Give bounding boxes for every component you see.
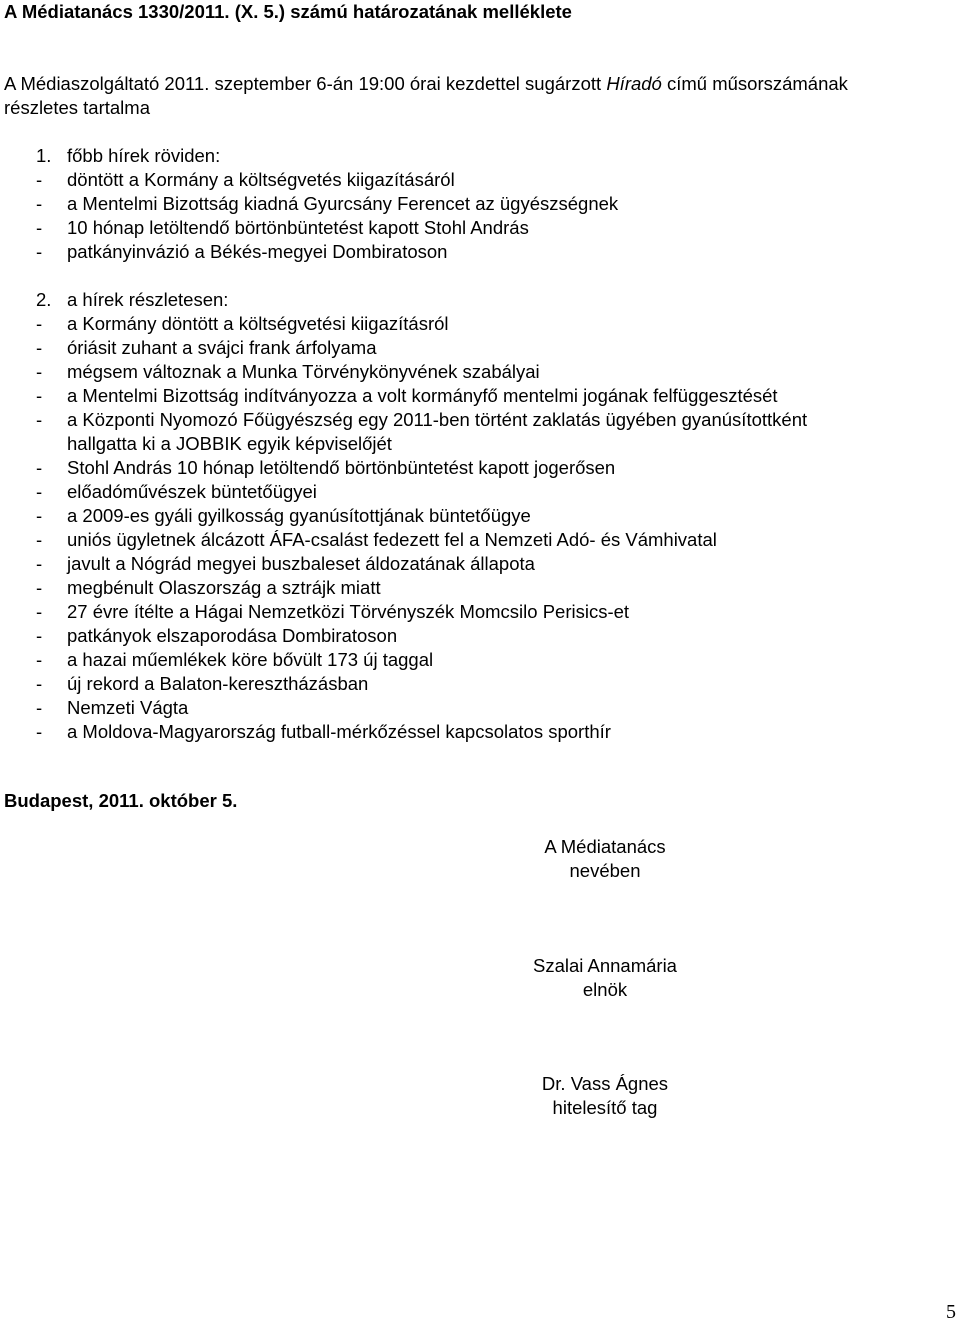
list-item-text: új rekord a Balaton-keresztházásban — [67, 673, 369, 694]
list-item — [36, 696, 936, 720]
intro-text-before: A Médiaszolgáltató 2011. szeptember 6-án 19:00 órai kezdettel sugárzott — [4, 73, 607, 94]
list-dash: - — [36, 505, 43, 526]
list-item-text: a Moldova-Magyarország futball-mérkőzéssel kapcsolatos sporthír — [67, 721, 611, 742]
list-item — [36, 456, 936, 480]
list-dash: - — [36, 673, 43, 694]
signer-role: elnök — [582, 979, 628, 1000]
list-item-text: Nemzeti Vágta — [67, 697, 189, 718]
list-dash: - — [36, 697, 43, 718]
list-item-text: Stohl András 10 hónap letöltendő börtönbüntetést kapott jogerősen — [67, 457, 616, 478]
list-item-text: a Központi Nyomozó Főügyészség egy 2011-ben történt zaklatás ügyében gyanúsítottként — [67, 409, 808, 430]
list-item-text: a Mentelmi Bizottság kiadná Gyurcsány Ferencet az ügyészségnek — [67, 193, 619, 214]
list-dash: - — [36, 577, 43, 598]
list-item-text: a hazai műemlékek köre bővült 173 új taggal — [67, 649, 434, 670]
section-short-news — [36, 144, 936, 264]
signature-block-chair — [450, 954, 760, 1002]
list-item — [36, 600, 936, 624]
list-item — [36, 720, 936, 744]
section-heading — [36, 144, 936, 168]
intro-paragraph — [4, 72, 954, 120]
section-heading — [36, 288, 936, 312]
list-item — [36, 360, 936, 384]
list-item-text: mégsem változnak a Munka Törvénykönyvének szabályai — [67, 361, 540, 382]
list-item — [36, 216, 936, 240]
section-heading-text: főbb hírek röviden: — [67, 145, 221, 166]
list-item-text: óriásit zuhant a svájci frank árfolyama — [67, 337, 377, 358]
intro-line-2: részletes tartalma — [4, 97, 150, 118]
list-item-text: 27 évre ítélte a Hágai Nemzetközi Törvényszék Momcsilo Perisics-et — [67, 601, 630, 622]
list-dash: - — [36, 217, 43, 238]
list-item — [36, 672, 936, 696]
list-item-text: a 2009-es gyáli gyilkosság gyanúsítottjának büntetőügye — [67, 505, 531, 526]
list-item — [36, 552, 936, 576]
list-item — [36, 576, 936, 600]
list-item-text: előadóművészek büntetőügyei — [67, 481, 317, 502]
list-dash: - — [36, 457, 43, 478]
list-dash: - — [36, 553, 43, 574]
document-date: Budapest, 2011. október 5. — [4, 790, 238, 811]
list-dash: - — [36, 337, 43, 358]
list-item — [36, 192, 936, 216]
section-heading-text: a hírek részletesen: — [67, 289, 229, 310]
signature-line: A Médiatanács — [544, 836, 666, 857]
signature-line: nevében — [569, 860, 641, 881]
list-dash: - — [36, 409, 43, 430]
list-dash: - — [36, 601, 43, 622]
list-item-text: a Mentelmi Bizottság indítványozza a volt kormányfő mentelmi jogának felfüggesztését — [67, 385, 778, 406]
list-dash: - — [36, 361, 43, 382]
list-item — [36, 408, 936, 432]
list-dash: - — [36, 649, 43, 670]
list-item-text: a Kormány döntött a költségvetési kiigazításról — [67, 313, 449, 334]
list-dash: - — [36, 721, 43, 742]
signer-name: Dr. Vass Ágnes — [541, 1073, 669, 1094]
list-item — [36, 648, 936, 672]
signer-role: hitelesítő tag — [552, 1097, 658, 1118]
section-number: 2. — [36, 289, 52, 310]
list-item-text: uniós ügyletnek álcázott ÁFA-csalást fedezett fel a Nemzeti Adó- és Vámhivatal — [67, 529, 717, 550]
list-dash: - — [36, 241, 43, 262]
intro-text-after: című műsorszámának — [661, 73, 848, 94]
list-item — [36, 528, 936, 552]
list-item-text: patkányinvázió a Békés-megyei Dombiratoson — [67, 241, 448, 262]
page-number: 5 — [946, 1301, 956, 1323]
list-item — [36, 480, 936, 504]
list-item — [36, 240, 936, 264]
section-detailed-news — [36, 288, 936, 744]
intro-line-1 — [4, 72, 954, 96]
list-item-text: megbénult Olaszország a sztrájk miatt — [67, 577, 381, 598]
section-number: 1. — [36, 145, 52, 166]
signer-name: Szalai Annamária — [533, 955, 677, 976]
document-title: A Médiatanács 1330/2011. (X. 5.) számú határozatának melléklete — [4, 1, 572, 22]
list-dash: - — [36, 481, 43, 502]
list-item — [36, 384, 936, 408]
list-item — [36, 168, 936, 192]
list-item-continuation: hallgatta ki a JOBBIK egyik képviselőjét — [67, 433, 392, 454]
signature-block-council — [450, 835, 760, 883]
list-dash: - — [36, 169, 43, 190]
list-item — [36, 624, 936, 648]
list-item-text: döntött a Kormány a költségvetés kiigazításáról — [67, 169, 455, 190]
list-item-text: patkányok elszaporodása Dombiratoson — [67, 625, 398, 646]
list-item-text: 10 hónap letöltendő börtönbüntetést kapott Stohl András — [67, 217, 529, 238]
list-item — [36, 336, 936, 360]
program-title: Híradó — [606, 73, 662, 94]
list-dash: - — [36, 385, 43, 406]
list-item — [36, 312, 936, 336]
signature-block-authenticator — [450, 1072, 760, 1120]
list-dash: - — [36, 625, 43, 646]
list-dash: - — [36, 193, 43, 214]
list-item-text: javult a Nógrád megyei buszbaleset áldozatának állapota — [67, 553, 535, 574]
list-dash: - — [36, 313, 43, 334]
list-item — [36, 504, 936, 528]
list-dash: - — [36, 529, 43, 550]
